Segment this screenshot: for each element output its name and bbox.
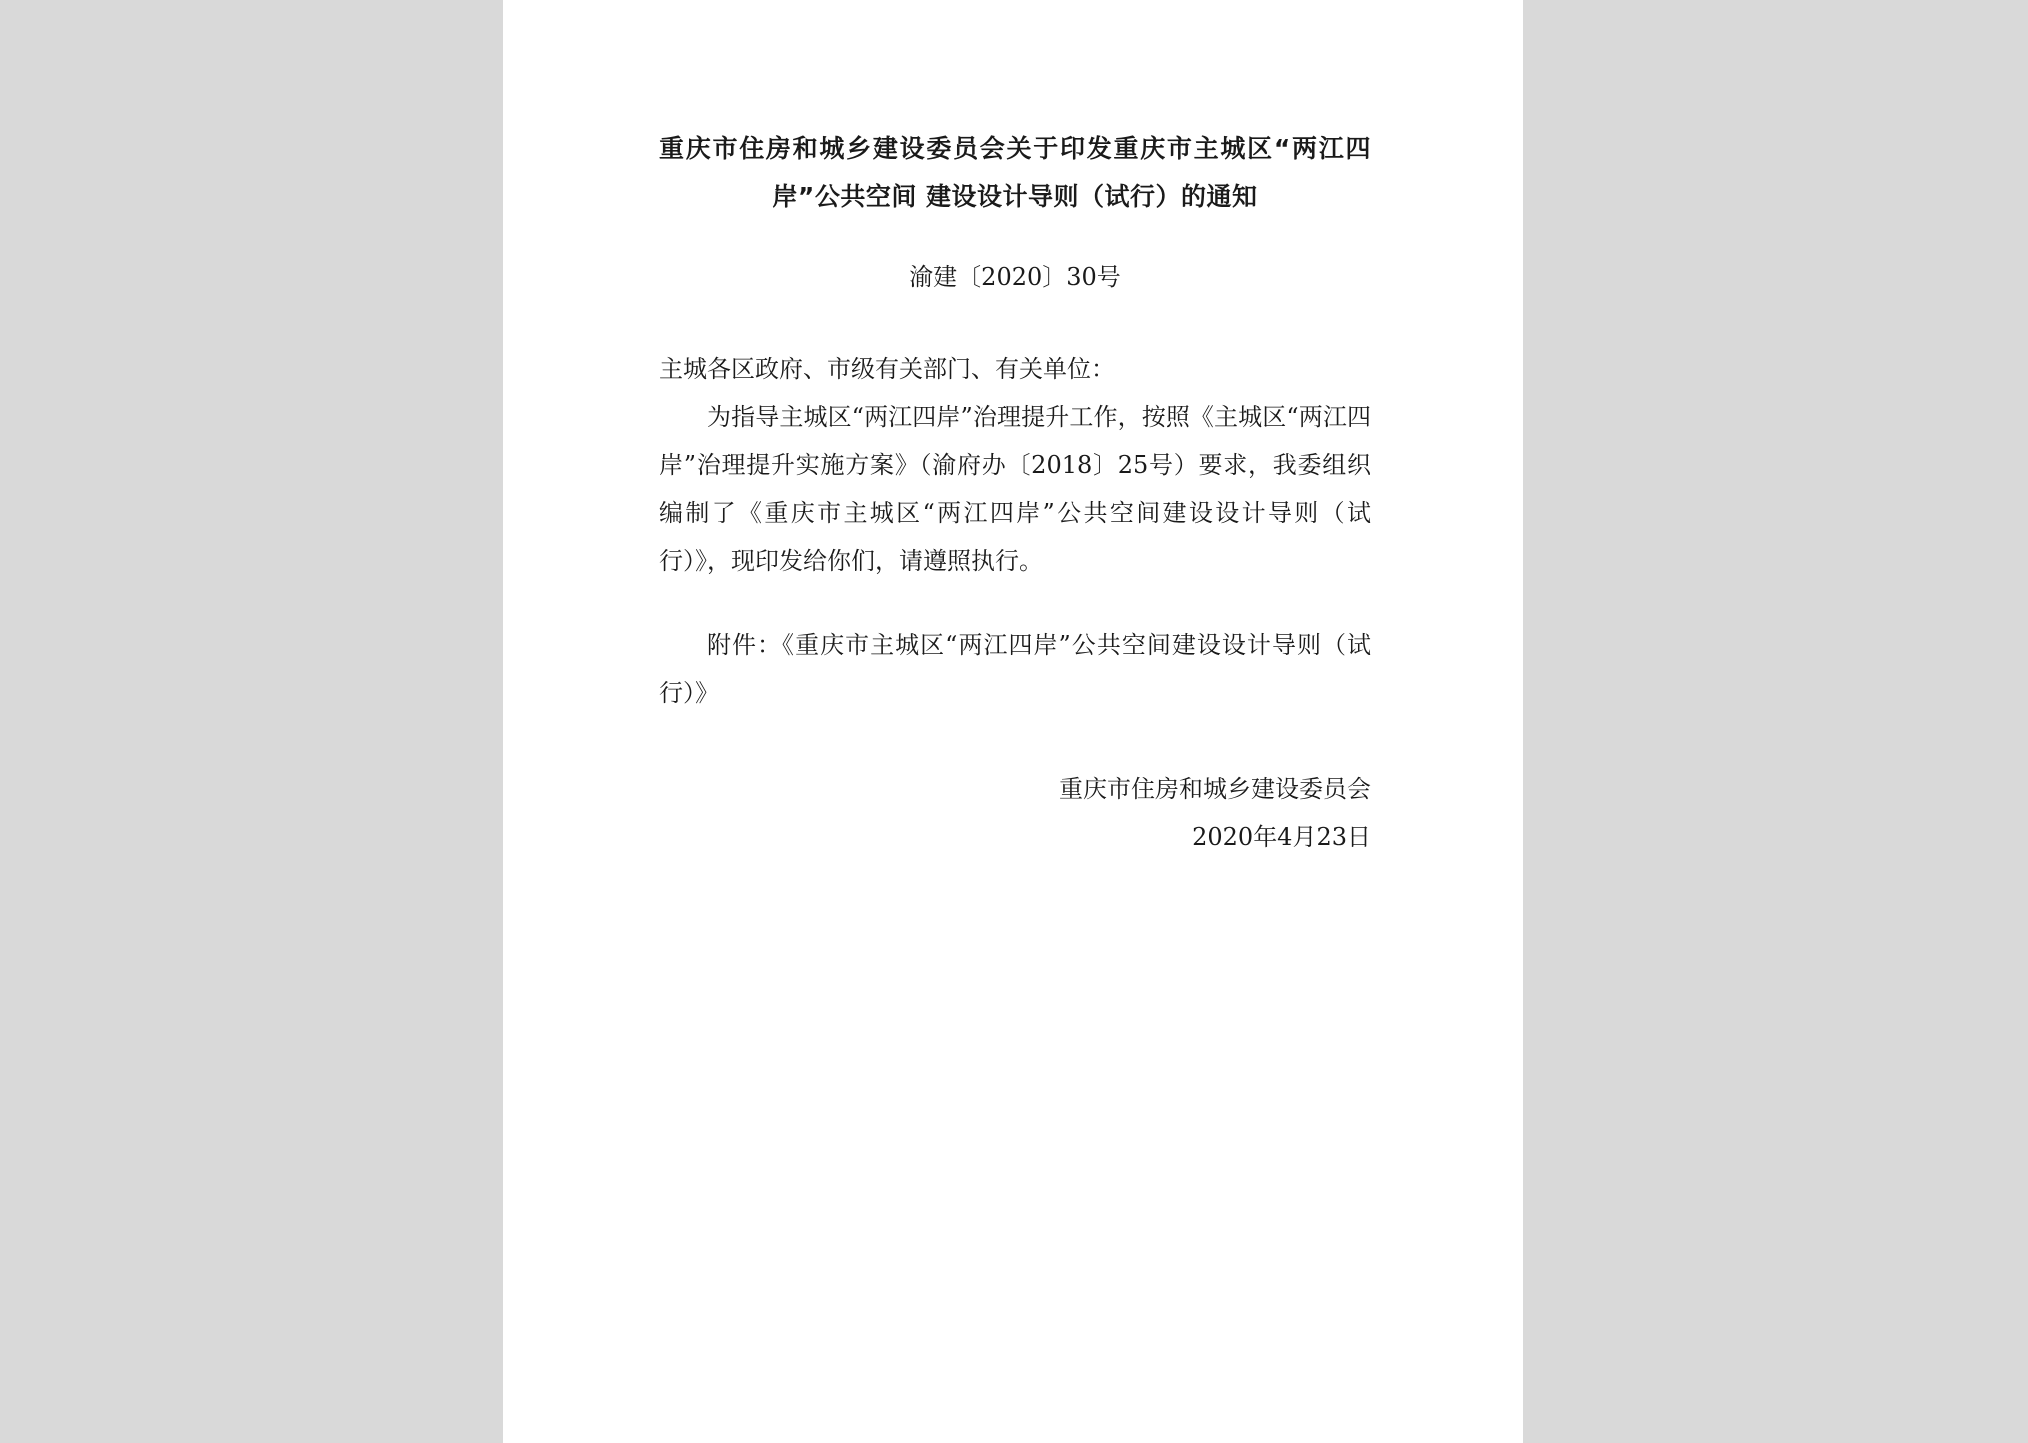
attachment-line: 附件：《重庆市主城区“两江四岸”公共空间建设设计导则（试行）》: [659, 631, 1371, 707]
salutation: 主城各区政府、市级有关部门、有关单位：: [659, 355, 1115, 383]
document-number: 渝建〔2020〕30号: [909, 263, 1121, 291]
document-title: 重庆市住房和城乡建设委员会关于印发重庆市主城区“两江四岸”公共空间 建设设计导则（试行）的通知: [659, 134, 1371, 211]
document-page: [503, 0, 1523, 1443]
signature-block: [659, 765, 1371, 861]
issue-date: 2020年4月23日: [1192, 823, 1371, 851]
document-content: [659, 125, 1371, 861]
issuer-name: 重庆市住房和城乡建设委员会: [1059, 775, 1371, 803]
body-paragraph: 为指导主城区“两江四岸”治理提升工作，按照《主城区“两江四岸”治理提升实施方案》（渝府办〔2018〕25号）要求，我委组织编制了《重庆市主城区“两江四岸”公共空间建设设计导则（试行）》，现印发给你们，请遵照执行。: [659, 403, 1371, 575]
